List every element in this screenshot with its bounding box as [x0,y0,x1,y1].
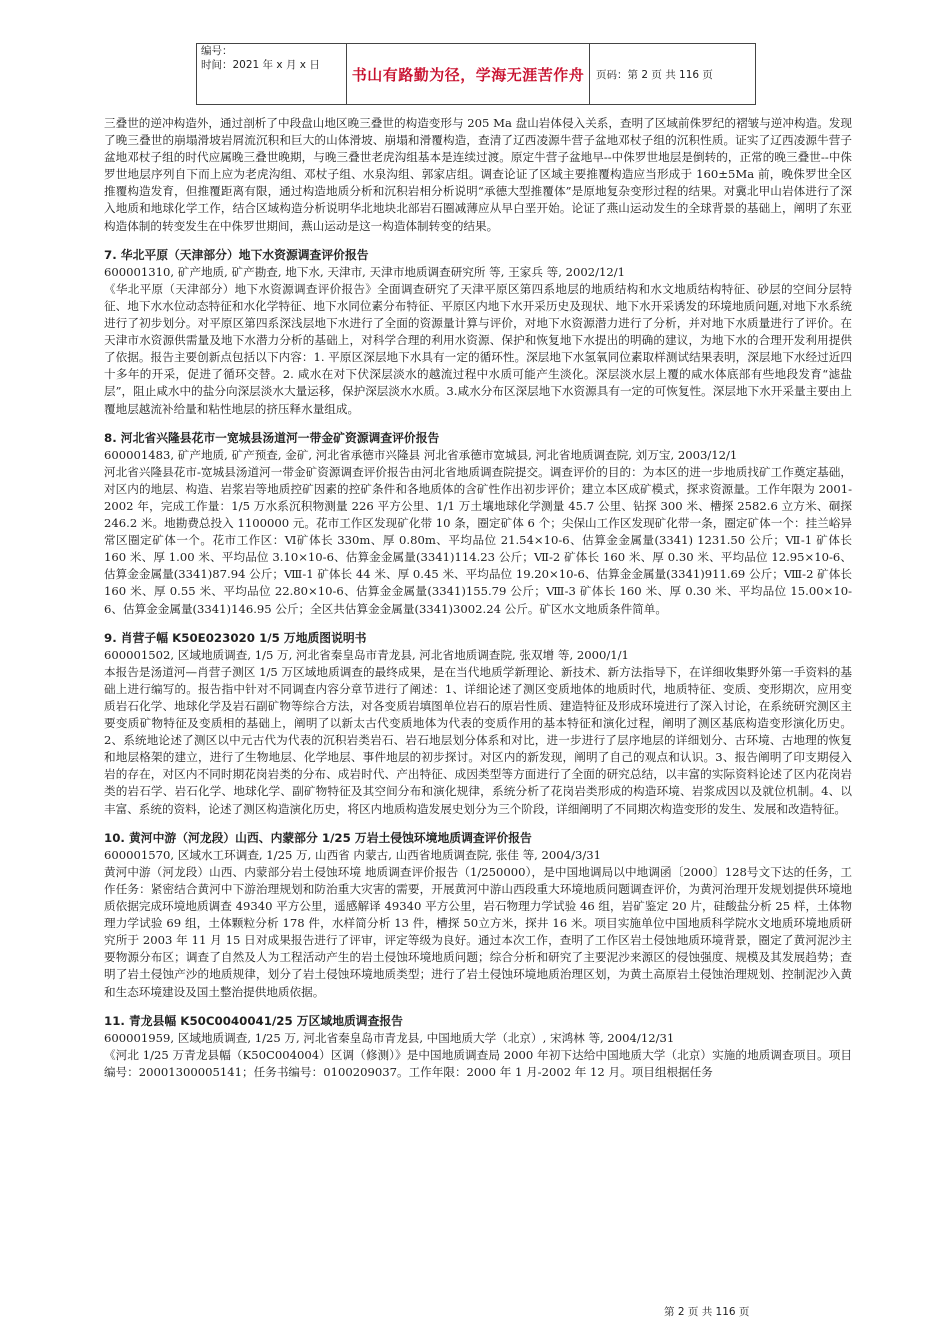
section-meta: 600001502, 区域地质调查, 1/5 万, 河北省秦皇岛市青龙县, 河北省地质调查院, 张双增 等, 2000/1/1 [104,647,629,662]
page-header [196,43,756,105]
section-title: 8. 河北省兴隆县花市一宽城县汤道河一带金矿资源调查评价报告 [104,430,440,445]
section-body: 《华北平原（天津部分）地下水资源调查评价报告》全面调查研究了天津平原区第四系地层的地质结构和水文地质结构特征、砂层的空间分层特征、地下水水位动态特征和水化学特征、地下水同位素分布特征、平原区内地下水开采历史及现状、地下水开采诱发的环境地质问题,对地下水系统进行了初步划分。对平原区第四系深浅层地下水进行了全面的资源量计算与评价，对地下水资源潜力进行了分析，并对地下水质量进行了评价。在天津市水资源供需量及地下水潜力分析的基础上，对科学合理的利用水资源、保护和恢复地下水提出的明确的建议，为地下水的合理开发利用提供了依据。报告主要创新点包括以下内容：1. 平原区深层地下水具有一定的循环性。深层地下水氢氧同位素取样测试结果表明，深层地下水经过近四十多年的开采，促进了循环交替。2. 咸水在对下伏深层淡水的越流过程中水质可能产生淡化。深层淡水层上覆的咸水体底部有些地段发育“滤盐层”，阻止咸水中的盐分向深层淡水大量运移，保护深层淡水水质。3.咸水分布区深层地下水资源具有一定的可恢复性。深层地下水开采量主要由上覆地层越流补给量和粘性地层的挤压释水量组成。 [104,281,852,416]
section-body: 本报告是汤道河—肖营子测区 1/5 万区域地质调查的最终成果，是在当代地质学新理论、新技术、新方法指导下，在详细收集野外第一手资料的基础上进行编写的。报告指中针对不同调查内容分章节进行了阐述：1、详细论述了测区变质地体的地质时代，地质特征、变质、变形期次，应用变质岩石化学、地球化学及岩石副矿物等综合方法，对各变质岩填图单位岩石的原岩性质、建造特征及形成环境进行了深入讨论，在系统研究测区主要变质矿物特征及变质相的基础上，阐明了以新太古代变质地体为代表的变质作用的基本特征和演化过程，阐明了测区基底构造变形演化历史。2、系统地论述了测区以中元古代为代表的沉积岩类岩石、岩石地层划分体系和对比，进一步进行了层序地层的详细划分、古环境、古地理的恢复和地层格架的建立，进行了生物地层、化学地层、事件地层的初步探讨。对区内的新发现，阐明了自己的观点和认识。3、报告阐明了印支期侵入岩的存在，对区内不同时期花岗岩类的分布、成岩时代、产出特征、成因类型等方面进行了全面的研究总结，以丰富的实际资料论述了区内花岗岩类的岩石学、岩石化学、地球化学、副矿物特征及其空间分布和演化规律，系统分析了花岗岩类形成的构造环境、岩浆成因以及就位机制。4、以丰富、系统的资料，论述了测区构造演化历史，将区内地质构造发展史划分为三个阶段，详细阐明了不同期次构造变形的发生、发展和改造特征。 [104,664,852,816]
section-9 [104,630,852,818]
section-10 [104,830,852,1001]
section-7 [104,247,852,418]
time-label: 时间：2021 年 x 月 x 日 [201,59,320,71]
document-body [104,115,852,1081]
intro-paragraph: 三叠世的逆冲构造外，通过剖析了中段盘山地区晚三叠世的构造变形与 205 Ma 盘山岩体侵入关系，查明了区域前侏罗纪的褶皱与逆冲构造。发现了晚三叠世的崩塌滑坡岩屑流沉积和巨大的山体滑坡、崩塌和滑覆构造，查清了辽西凌源牛营子盆地邓杖子组的沉积性质。证实了辽西凌源牛营子盆地邓杖子组的时代应属晚三叠世晚期，与晚三叠世老虎沟组基本是连续过渡。原定牛营子盆地早--中侏罗世地层是倒转的，正常的晚三叠世--中侏罗世地层序列自下而上应为老虎沟组、邓杖子组、水泉沟组、郭家店组。调查论证了区域主要推覆构造应当形成于 160±5Ma 前，晚侏罗世全区推覆构造发育，但推覆距离有限，通过构造地质分析和沉积岩相分析说明“承德大型推覆体”是原地复杂变形过程的结果。对冀北甲山岩体进行了深入地质和地球化学工作，结合区域构造分析说明华北地块北部岩石圈减薄应从早白垩开始。论证了燕山运动发生的全球背景的基础上，阐明了东亚构造体制的转变发生在中侏罗世期间，燕山运动是这一构造体制转变的结果。 [104,116,852,233]
section-title: 9. 肖营子幅 K50E023020 1/5 万地质图说明书 [104,630,367,645]
code-label: 编号： [201,45,233,57]
section-meta: 600001310, 矿产地质, 矿产勘查, 地下水, 天津市, 天津市地质调查研究所 等, 王家兵 等, 2002/12/1 [104,264,626,279]
section-meta: 600001959, 区域地质调查, 1/25 万, 河北省秦皇岛市青龙县, 中国地质大学（北京）, 宋鸿林 等, 2004/12/31 [104,1030,675,1045]
section-body: 黄河中游（河龙段）山西、内蒙部分岩土侵蚀环境 地质调查评价报告（1/250000），是中国地调局以中地调函〔2000〕128号文下达的任务，工作任务：紧密结合黄河中下游治理规划和防治重大灾害的需要，开展黄河中游山西段重大环境地质问题调查评价，为黄河治理开发规划提供环境地质依据完成环境地质调查 49340 平方公里，遥感解译 49340 平方公里，岩石物理力学试验 46 组，岩矿鉴定 20 片，硅酸盐分析 25 样，土体物理力学试验 69 组，土体颗粒分析 178 件，水样简分析 13 件，槽探 50立方米，探井 16 米。项目实施单位中国地质科学院水文地质环境地质研究所于 2003 年 11 月 15 日对成果报告进行了评审，评定等级为良好。通过本次工作，查明了工作区岩土侵蚀地质环境背景，圈定了黄河泥沙主要物源分布区；调查了自然及人为工程活动产生的岩土侵蚀环境地质问题；综合分析和研究了主要泥沙来源区的侵蚀强度、规模及其发展趋势；查明了岩土侵蚀产沙的地质规律，划分了岩土侵蚀环境地质类型；进行了岩土侵蚀环境地质治理区划，为黄土高原岩土侵蚀治理规划、控制泥沙入黄和生态环境建设及国土整治提供地质依据。 [104,864,852,999]
section-meta: 600001570, 区域水工环调查, 1/25 万, 山西省 内蒙古, 山西省地质调查院, 张佳 等, 2004/3/31 [104,847,601,862]
section-body: 《河北 1/25 万青龙县幅（K50C004004）区调（修测）》是中国地质调查局 2000 年初下达给中国地质大学（北京）实施的地质调查项目。项目编号：20001300005141；任务书编号：0100209037。工作年限：2000 年 1 月-2002 年 12 月。项目组根据任务 [104,1047,852,1079]
header-motto: 书山有路勤为径，学海无涯苦作舟 [347,44,590,105]
section-8 [104,430,852,618]
section-title: 7. 华北平原（天津部分）地下水资源调查评价报告 [104,247,369,262]
section-title: 10. 黄河中游（河龙段）山西、内蒙部分 1/25 万岩土侵蚀环境地质调查评价报告 [104,830,532,845]
page-footer: 第 2 页 共 116 页 [664,1306,750,1318]
section-body: 河北省兴隆县花市-宽城县汤道河一带金矿资源调查评价报告由河北省地质调查院提交。调查评价的目的：为本区的进一步地质找矿工作奠定基础，对区内的地层、构造、岩浆岩等地质控矿因素的控矿条件和各地质体的含矿性作出初步评价；建立本区成矿模式，探求资源量。工作年限为 2001-2002 年，完成工作量：1/5 万水系沉积物测量 226 平方公里、1/1 万土壤地球化学测量 45.7 公里、钻探 300 米、槽探 2582.6 立方米、硐探 246.2 米。地勘费总投入 1100000 元。花市工作区发现矿化带 10 条，圈定矿体 6 个；尖保山工作区发现矿化带一条，圈定矿体一个：挂兰峪异常区圈定矿体一个。花市工作区：Ⅵ矿体长 330m、厚 0.80m、平均品位 21.54×10-6、估算金金属量(3341) 1231.50 公斤；Ⅶ-1 矿体长 160 米、厚 1.00 米、平均品位 3.10×10-6、估算金金属量(3341)114.23 公斤；Ⅶ-2 矿体长 160 米、厚 0.30 米、平均品位 12.95×10-6、估算金金属量(3341)87.94 公斤；Ⅷ-1 矿体长 44 米、厚 0.45 米、平均品位 19.20×10-6、估算金金属量(3341)911.69 公斤；Ⅷ-2 矿体长 160 米、厚 0.55 米、平均品位 22.80×10-6、估算金金属量(3341)155.79 公斤；Ⅷ-3 矿体长 160 米、厚 0.30 米、平均品位 15.00×10-6、估算金金属量(3341)146.95 公斤；全区共估算金金属量(3341)3002.24 公斤。矿区水文地质条件简单。 [104,464,852,616]
header-page-label: 页码：第 2 页 共 116 页 [590,44,756,105]
header-meta [197,44,347,105]
section-title: 11. 青龙县幅 K50C0040041/25 万区域地质调查报告 [104,1013,403,1028]
section-meta: 600001483, 矿产地质, 矿产预查, 金矿, 河北省承德市兴隆县 河北省承德市宽城县, 河北省地质调查院, 刘万宝, 2003/12/1 [104,447,738,462]
section-11 [104,1013,852,1081]
